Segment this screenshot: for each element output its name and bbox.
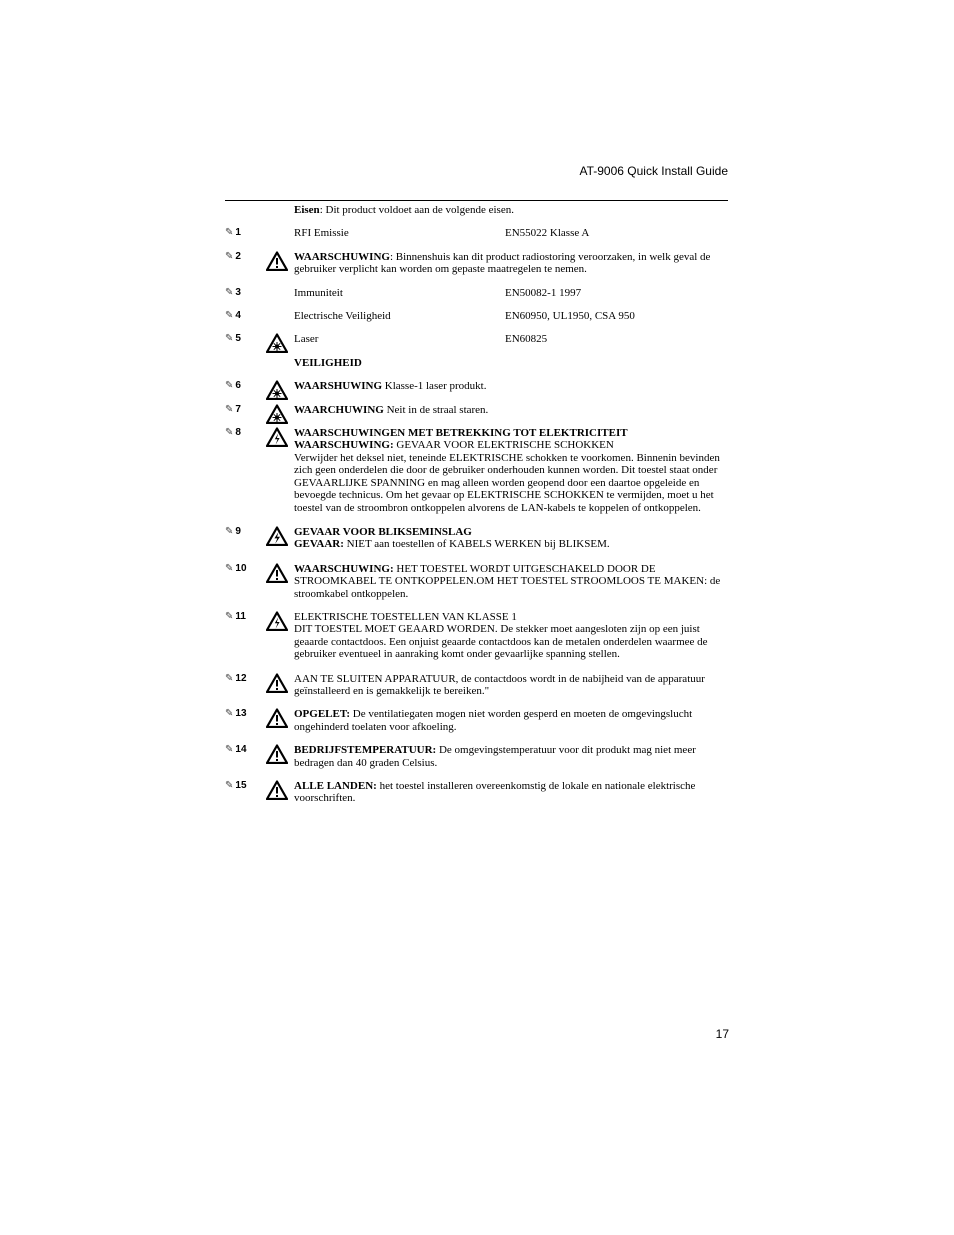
item-marker [225,708,247,720]
list-item [225,251,728,276]
warning-icon [266,251,288,271]
pencil-icon: ✎ [225,310,234,322]
item-text: Klasse-1 laser produkt. [382,380,487,393]
item-body [294,780,728,805]
item-number: 14 [235,744,247,756]
warning-icon [266,563,288,583]
item-text: AAN TE SLUITEN APPARATUUR, de contactdoos wordt in de nabijheid van de apparatuur geïnstalleerd en is gemakkelijk te bereiken." [294,672,705,697]
list-item [225,404,728,416]
pencil-icon: ✎ [225,227,234,239]
intro-line [225,204,728,216]
item-text: Immuniteit [294,286,343,299]
item-text: De ventilatiegaten mogen niet worden gesperd en moeten de omgevingslucht ongehinderd toelaten voor afkoeling. [294,708,693,733]
item-bold-label: WAARSCHUWING: [294,562,394,575]
item-value: EN60950, UL1950, CSA 950 [505,310,635,323]
item-paragraph: DIT TOESTEL MOET GEAARD WORDEN. De stekker moet aangesloten zijn op een juist geaarde contactdoos. Een onjuist geaarde contactdoos kan de metalen onderdelen waarmee de gebruiker eventueel in aanraking komt onder gevaarlijke spanning stellen. [294,623,708,661]
item-marker [225,333,241,345]
item-body [294,526,728,551]
laser-warning-icon [266,380,288,400]
electric-shock-icon [266,611,288,631]
item-text: NIET aan toestellen of KABELS WERKEN bij BLIKSEM. [343,538,610,551]
item-marker [225,526,241,538]
list-item [225,526,728,551]
item-body [294,673,728,698]
pencil-icon: ✎ [225,250,234,262]
pencil-icon: ✎ [225,333,234,345]
item-marker [225,427,241,439]
item-number: 3 [235,286,241,298]
item-bold-label: WAARCHUWING [294,403,384,416]
content [225,204,728,816]
item-bold-label: ALLE LANDEN: [294,780,377,792]
warning-icon [266,673,288,693]
item-marker [225,227,241,239]
section-heading [225,357,728,369]
item-value: EN50082-1 1997 [505,286,582,299]
pencil-icon: ✎ [225,286,234,298]
item-body [294,611,728,661]
item-text: Laser [294,333,319,346]
item-number: 5 [235,333,241,345]
item-text: Electrische Veiligheid [294,310,391,323]
list-item [225,287,728,299]
list-item [225,310,728,322]
item-bold-label: WAARSCHUWINGEN MET BETREKKING TOT ELEKTRICITEIT [294,427,628,440]
pencil-icon: ✎ [225,562,234,574]
item-body [294,380,728,392]
item-body [294,427,728,514]
item-value: EN55022 Klasse A [505,227,590,240]
item-number: 1 [235,227,241,239]
list-item [225,708,728,733]
header-rule [225,200,728,201]
item-bold-label: WAARSHUWING [294,380,383,393]
pencil-icon: ✎ [225,780,234,791]
item-body [294,404,728,416]
list-item [225,744,728,769]
item-body [294,744,728,769]
item-text: RFI Emissie [294,227,349,240]
pencil-icon: ✎ [225,610,234,622]
item-marker [225,563,247,575]
pencil-icon: ✎ [225,744,234,756]
item-bold-label: WAARSCHUWING [294,250,390,263]
item-marker [225,287,241,299]
item-number: 13 [235,708,247,720]
item-body [294,563,728,600]
item-marker [225,404,241,416]
item-text: : Binnenshuis kan dit product radiostoring veroorzaken, in welk geval de gebruiker verplicht kan worden om gepaste maatregelen te nemen. [294,250,711,276]
item-number: 11 [235,610,246,622]
electric-shock-icon [266,427,288,447]
pencil-icon: ✎ [225,525,234,537]
item-text: GEVAAR VOOR ELEKTRISCHE SCHOKKEN [393,439,614,452]
item-marker [225,310,241,322]
pencil-icon: ✎ [225,672,234,684]
list-item [225,673,728,698]
item-value: EN60825 [505,333,548,346]
item-marker [225,611,246,623]
list-item [225,227,728,239]
page-number: 17 [715,1027,729,1041]
intro-label: Eisen [294,204,320,216]
item-text: De omgevingstemperatuur voor dit produkt mag niet meer bedragen dan 40 graden Celsius. [294,744,696,769]
item-number: 8 [235,427,241,439]
item-marker [225,251,241,263]
item-bold-label: GEVAAR VOOR BLIKSEMINSLAG [294,525,472,538]
item-number: 15 [235,780,247,791]
item-text: Neit in de straal staren. [383,403,489,416]
item-bold-label: OPGELET: [294,708,351,721]
item-bold-label: BEDRIJFSTEMPERATUUR: [294,744,437,757]
item-text: het toestel installeren overeenkomstig de lokale en nationale elektrische voorschriften. [294,780,696,805]
item-marker [225,380,241,392]
intro-text: : Dit product voldoet aan de volgende eisen. [319,204,514,216]
laser-warning-icon [266,404,288,424]
item-text: HET TOESTEL WORDT UITGESCHAKELD DOOR DE STROOMKABEL TE ONTKOPPELEN.OM HET TOESTEL STROOMLOOS TE MAKEN: de stroomkabel ontkoppelen. [294,562,721,600]
running-header: AT-9006 Quick Install Guide [579,164,728,178]
item-bold-label: WAARSCHUWING: [294,439,394,452]
item-list [225,227,728,804]
list-item [225,780,728,805]
item-number: 9 [235,525,241,537]
item-body [294,708,728,733]
item-number: 7 [235,403,241,415]
warning-icon [266,744,288,764]
list-item [225,380,728,392]
pencil-icon: ✎ [225,708,234,720]
warning-icon [266,780,288,800]
pencil-icon: ✎ [225,427,234,439]
item-bold-label: GEVAAR: [294,538,344,551]
item-text: ELEKTRISCHE TOESTELLEN VAN KLASSE 1 [294,610,517,623]
item-number: 10 [235,562,247,574]
pencil-icon: ✎ [225,403,234,415]
pencil-icon: ✎ [225,380,234,392]
list-item [225,611,728,661]
item-number: 6 [235,380,241,392]
item-marker [225,673,247,685]
list-item [225,427,728,514]
list-item [225,563,728,600]
laser-warning-icon [266,333,288,353]
section-heading-text: VEILIGHEID [294,356,362,369]
item-number: 4 [235,310,241,322]
item-body [294,251,728,276]
item-marker [225,780,247,792]
warning-icon [266,708,288,728]
lightning-icon [266,526,288,546]
item-number: 12 [235,672,247,684]
item-paragraph: Verwijder het deksel niet, teneinde ELEKTRISCHE schokken te voorkomen. Binnenin bevinden zich geen onderdelen die door de gebruiker onderhouden kunnen worden. Dit toestel staat onder GEVAARLIJKE SPANNING en mag alleen worden geopend door een daartoe opgeleide en bevoegde technicus. Om het gevaar op ELEKTRISCHE SCHOKKEN te vermijden, moet u het toestel van de stroombron ontkoppelen alvorens de LAN-kabels te koppelen of ontkoppelen. [294,451,720,514]
item-marker [225,744,247,756]
list-item [225,333,728,345]
item-number: 2 [235,250,241,262]
